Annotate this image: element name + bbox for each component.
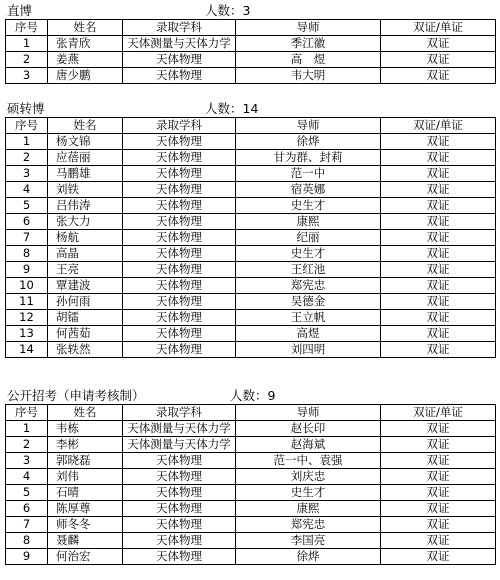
advisor: 范一中 <box>236 166 381 182</box>
admission-subject: 天体测量与天体力学 <box>123 36 236 52</box>
table-row <box>6 310 496 326</box>
row-index: 8 <box>6 533 48 549</box>
student-name: 唐少鹏 <box>48 68 123 84</box>
row-index: 2 <box>6 52 48 68</box>
admission-subject: 天体物理 <box>123 485 236 501</box>
table-row <box>6 294 496 310</box>
section-header <box>5 388 495 404</box>
admission-subject: 天体物理 <box>123 246 236 262</box>
table-row <box>6 182 496 198</box>
table-row <box>6 326 496 342</box>
admission-subject: 天体物理 <box>123 326 236 342</box>
advisor: 郑宪忠 <box>236 517 381 533</box>
table-row <box>6 36 496 52</box>
advisor: 王红池 <box>236 262 381 278</box>
section-title: 硕转博 <box>7 101 45 116</box>
student-name: 应蓓丽 <box>48 150 123 166</box>
row-index: 3 <box>6 453 48 469</box>
row-index: 6 <box>6 501 48 517</box>
student-name: 陈厚尊 <box>48 501 123 517</box>
student-name: 刘伟 <box>48 469 123 485</box>
advisor: 郑宪忠 <box>236 278 381 294</box>
admission-subject: 天体物理 <box>123 214 236 230</box>
admission-subject: 天体物理 <box>123 501 236 517</box>
advisor: 史生才 <box>236 485 381 501</box>
table-row <box>6 342 496 358</box>
advisor: 季江徽 <box>236 36 381 52</box>
admission-subject: 天体物理 <box>123 182 236 198</box>
advisor: 李国亮 <box>236 533 381 549</box>
section-header <box>5 3 495 19</box>
advisor: 高 煜 <box>236 52 381 68</box>
table-row <box>6 134 496 150</box>
admission-subject: 天体物理 <box>123 310 236 326</box>
header-index: 序号 <box>6 118 48 134</box>
student-name: 张轶然 <box>48 342 123 358</box>
table-row <box>6 68 496 84</box>
section-header <box>5 101 495 117</box>
header-name: 姓名 <box>48 405 123 421</box>
admission-subject: 天体物理 <box>123 278 236 294</box>
student-name: 刘铁 <box>48 182 123 198</box>
advisor: 甘为群、封莉 <box>236 150 381 166</box>
table-row <box>6 549 496 565</box>
certificate-type: 双证 <box>381 421 496 437</box>
table-row <box>6 262 496 278</box>
section-count: 人数：14 <box>205 101 259 116</box>
table-row <box>6 246 496 262</box>
header-subject: 录取学科 <box>123 118 236 134</box>
student-name: 王亮 <box>48 262 123 278</box>
row-index: 8 <box>6 246 48 262</box>
table-row <box>6 166 496 182</box>
student-name: 覃建波 <box>48 278 123 294</box>
admission-subject: 天体物理 <box>123 342 236 358</box>
advisor: 范一中、袁强 <box>236 453 381 469</box>
table-row <box>6 278 496 294</box>
row-index: 10 <box>6 278 48 294</box>
certificate-type: 双证 <box>381 198 496 214</box>
admission-subject: 天体物理 <box>123 262 236 278</box>
row-index: 14 <box>6 342 48 358</box>
advisor: 康熙 <box>236 501 381 517</box>
certificate-type: 双证 <box>381 246 496 262</box>
row-index: 5 <box>6 485 48 501</box>
advisor: 宿英娜 <box>236 182 381 198</box>
advisor: 高煜 <box>236 326 381 342</box>
row-index: 11 <box>6 294 48 310</box>
section-master-to-phd <box>5 101 495 358</box>
student-name: 郭晓磊 <box>48 453 123 469</box>
row-index: 9 <box>6 549 48 565</box>
student-name: 师冬冬 <box>48 517 123 533</box>
header-subject: 录取学科 <box>123 405 236 421</box>
admission-subject: 天体物理 <box>123 150 236 166</box>
table-row <box>6 485 496 501</box>
student-name: 石晴 <box>48 485 123 501</box>
row-index: 13 <box>6 326 48 342</box>
admission-subject: 天体物理 <box>123 134 236 150</box>
row-index: 1 <box>6 36 48 52</box>
student-name: 杨文锦 <box>48 134 123 150</box>
row-index: 3 <box>6 166 48 182</box>
table-row <box>6 198 496 214</box>
student-name: 吕伟涛 <box>48 198 123 214</box>
section-count: 人数：3 <box>205 3 251 18</box>
advisor: 徐烨 <box>236 549 381 565</box>
table-row <box>6 421 496 437</box>
table-header-row <box>6 405 496 421</box>
certificate-type: 双证 <box>381 278 496 294</box>
row-index: 7 <box>6 230 48 246</box>
table-row <box>6 230 496 246</box>
table-row <box>6 469 496 485</box>
student-name: 马鹏雄 <box>48 166 123 182</box>
admission-subject: 天体物理 <box>123 68 236 84</box>
row-index: 6 <box>6 214 48 230</box>
table-row <box>6 214 496 230</box>
advisor: 史生才 <box>236 198 381 214</box>
admission-subject: 天体物理 <box>123 453 236 469</box>
admission-subject: 天体物理 <box>123 294 236 310</box>
student-name: 姜燕 <box>48 52 123 68</box>
certificate-type: 双证 <box>381 437 496 453</box>
advisor: 康熙 <box>236 214 381 230</box>
table-row <box>6 150 496 166</box>
certificate-type: 双证 <box>381 310 496 326</box>
admission-table <box>5 19 496 84</box>
certificate-type: 双证 <box>381 453 496 469</box>
section-direct-phd <box>5 3 495 84</box>
advisor: 纪丽 <box>236 230 381 246</box>
admission-subject: 天体物理 <box>123 533 236 549</box>
section-title: 直博 <box>7 3 33 18</box>
student-name: 何治宏 <box>48 549 123 565</box>
table-row <box>6 437 496 453</box>
section-count: 人数：9 <box>230 388 276 403</box>
certificate-type: 双证 <box>381 533 496 549</box>
certificate-type: 双证 <box>381 166 496 182</box>
row-index: 12 <box>6 310 48 326</box>
admission-table <box>5 117 496 358</box>
certificate-type: 双证 <box>381 230 496 246</box>
table-row <box>6 453 496 469</box>
student-name: 韦栋 <box>48 421 123 437</box>
header-index: 序号 <box>6 405 48 421</box>
certificate-type: 双证 <box>381 52 496 68</box>
certificate-type: 双证 <box>381 326 496 342</box>
student-name: 胡镭 <box>48 310 123 326</box>
section-open-admission <box>5 388 495 565</box>
table-row <box>6 533 496 549</box>
certificate-type: 双证 <box>381 214 496 230</box>
advisor: 吴德金 <box>236 294 381 310</box>
header-subject: 录取学科 <box>123 20 236 36</box>
admission-subject: 天体物理 <box>123 517 236 533</box>
student-name: 杨航 <box>48 230 123 246</box>
header-advisor: 导师 <box>236 405 381 421</box>
table-header-row <box>6 118 496 134</box>
header-name: 姓名 <box>48 118 123 134</box>
row-index: 1 <box>6 421 48 437</box>
advisor: 刘四明 <box>236 342 381 358</box>
row-index: 7 <box>6 517 48 533</box>
row-index: 9 <box>6 262 48 278</box>
student-name: 张青欣 <box>48 36 123 52</box>
certificate-type: 双证 <box>381 549 496 565</box>
advisor: 赵海斌 <box>236 437 381 453</box>
advisor: 刘庆忠 <box>236 469 381 485</box>
certificate-type: 双证 <box>381 342 496 358</box>
row-index: 4 <box>6 182 48 198</box>
header-advisor: 导师 <box>236 20 381 36</box>
student-name: 聂麟 <box>48 533 123 549</box>
certificate-type: 双证 <box>381 517 496 533</box>
row-index: 2 <box>6 150 48 166</box>
student-name: 李彬 <box>48 437 123 453</box>
header-index: 序号 <box>6 20 48 36</box>
certificate-type: 双证 <box>381 469 496 485</box>
header-certificate: 双证/单证 <box>381 118 496 134</box>
advisor: 王立帆 <box>236 310 381 326</box>
admission-subject: 天体物理 <box>123 469 236 485</box>
student-name: 何茜茹 <box>48 326 123 342</box>
table-header-row <box>6 20 496 36</box>
admission-subject: 天体测量与天体力学 <box>123 437 236 453</box>
admission-subject: 天体物理 <box>123 230 236 246</box>
row-index: 2 <box>6 437 48 453</box>
certificate-type: 双证 <box>381 262 496 278</box>
row-index: 5 <box>6 198 48 214</box>
certificate-type: 双证 <box>381 68 496 84</box>
admission-subject: 天体测量与天体力学 <box>123 421 236 437</box>
section-title: 公开招考（申请考核制） <box>7 388 145 403</box>
student-name: 孙何雨 <box>48 294 123 310</box>
advisor: 史生才 <box>236 246 381 262</box>
table-row <box>6 501 496 517</box>
admission-subject: 天体物理 <box>123 198 236 214</box>
row-index: 4 <box>6 469 48 485</box>
table-row <box>6 52 496 68</box>
admission-subject: 天体物理 <box>123 549 236 565</box>
certificate-type: 双证 <box>381 294 496 310</box>
header-advisor: 导师 <box>236 118 381 134</box>
header-certificate: 双证/单证 <box>381 405 496 421</box>
certificate-type: 双证 <box>381 150 496 166</box>
row-index: 3 <box>6 68 48 84</box>
advisor: 韦大明 <box>236 68 381 84</box>
certificate-type: 双证 <box>381 485 496 501</box>
certificate-type: 双证 <box>381 36 496 52</box>
student-name: 高晶 <box>48 246 123 262</box>
header-certificate: 双证/单证 <box>381 20 496 36</box>
row-index: 1 <box>6 134 48 150</box>
certificate-type: 双证 <box>381 182 496 198</box>
advisor: 徐烨 <box>236 134 381 150</box>
admission-subject: 天体物理 <box>123 166 236 182</box>
certificate-type: 双证 <box>381 501 496 517</box>
table-row <box>6 517 496 533</box>
student-name: 张大力 <box>48 214 123 230</box>
admission-table <box>5 404 496 565</box>
header-name: 姓名 <box>48 20 123 36</box>
advisor: 赵长印 <box>236 421 381 437</box>
admission-subject: 天体物理 <box>123 52 236 68</box>
certificate-type: 双证 <box>381 134 496 150</box>
